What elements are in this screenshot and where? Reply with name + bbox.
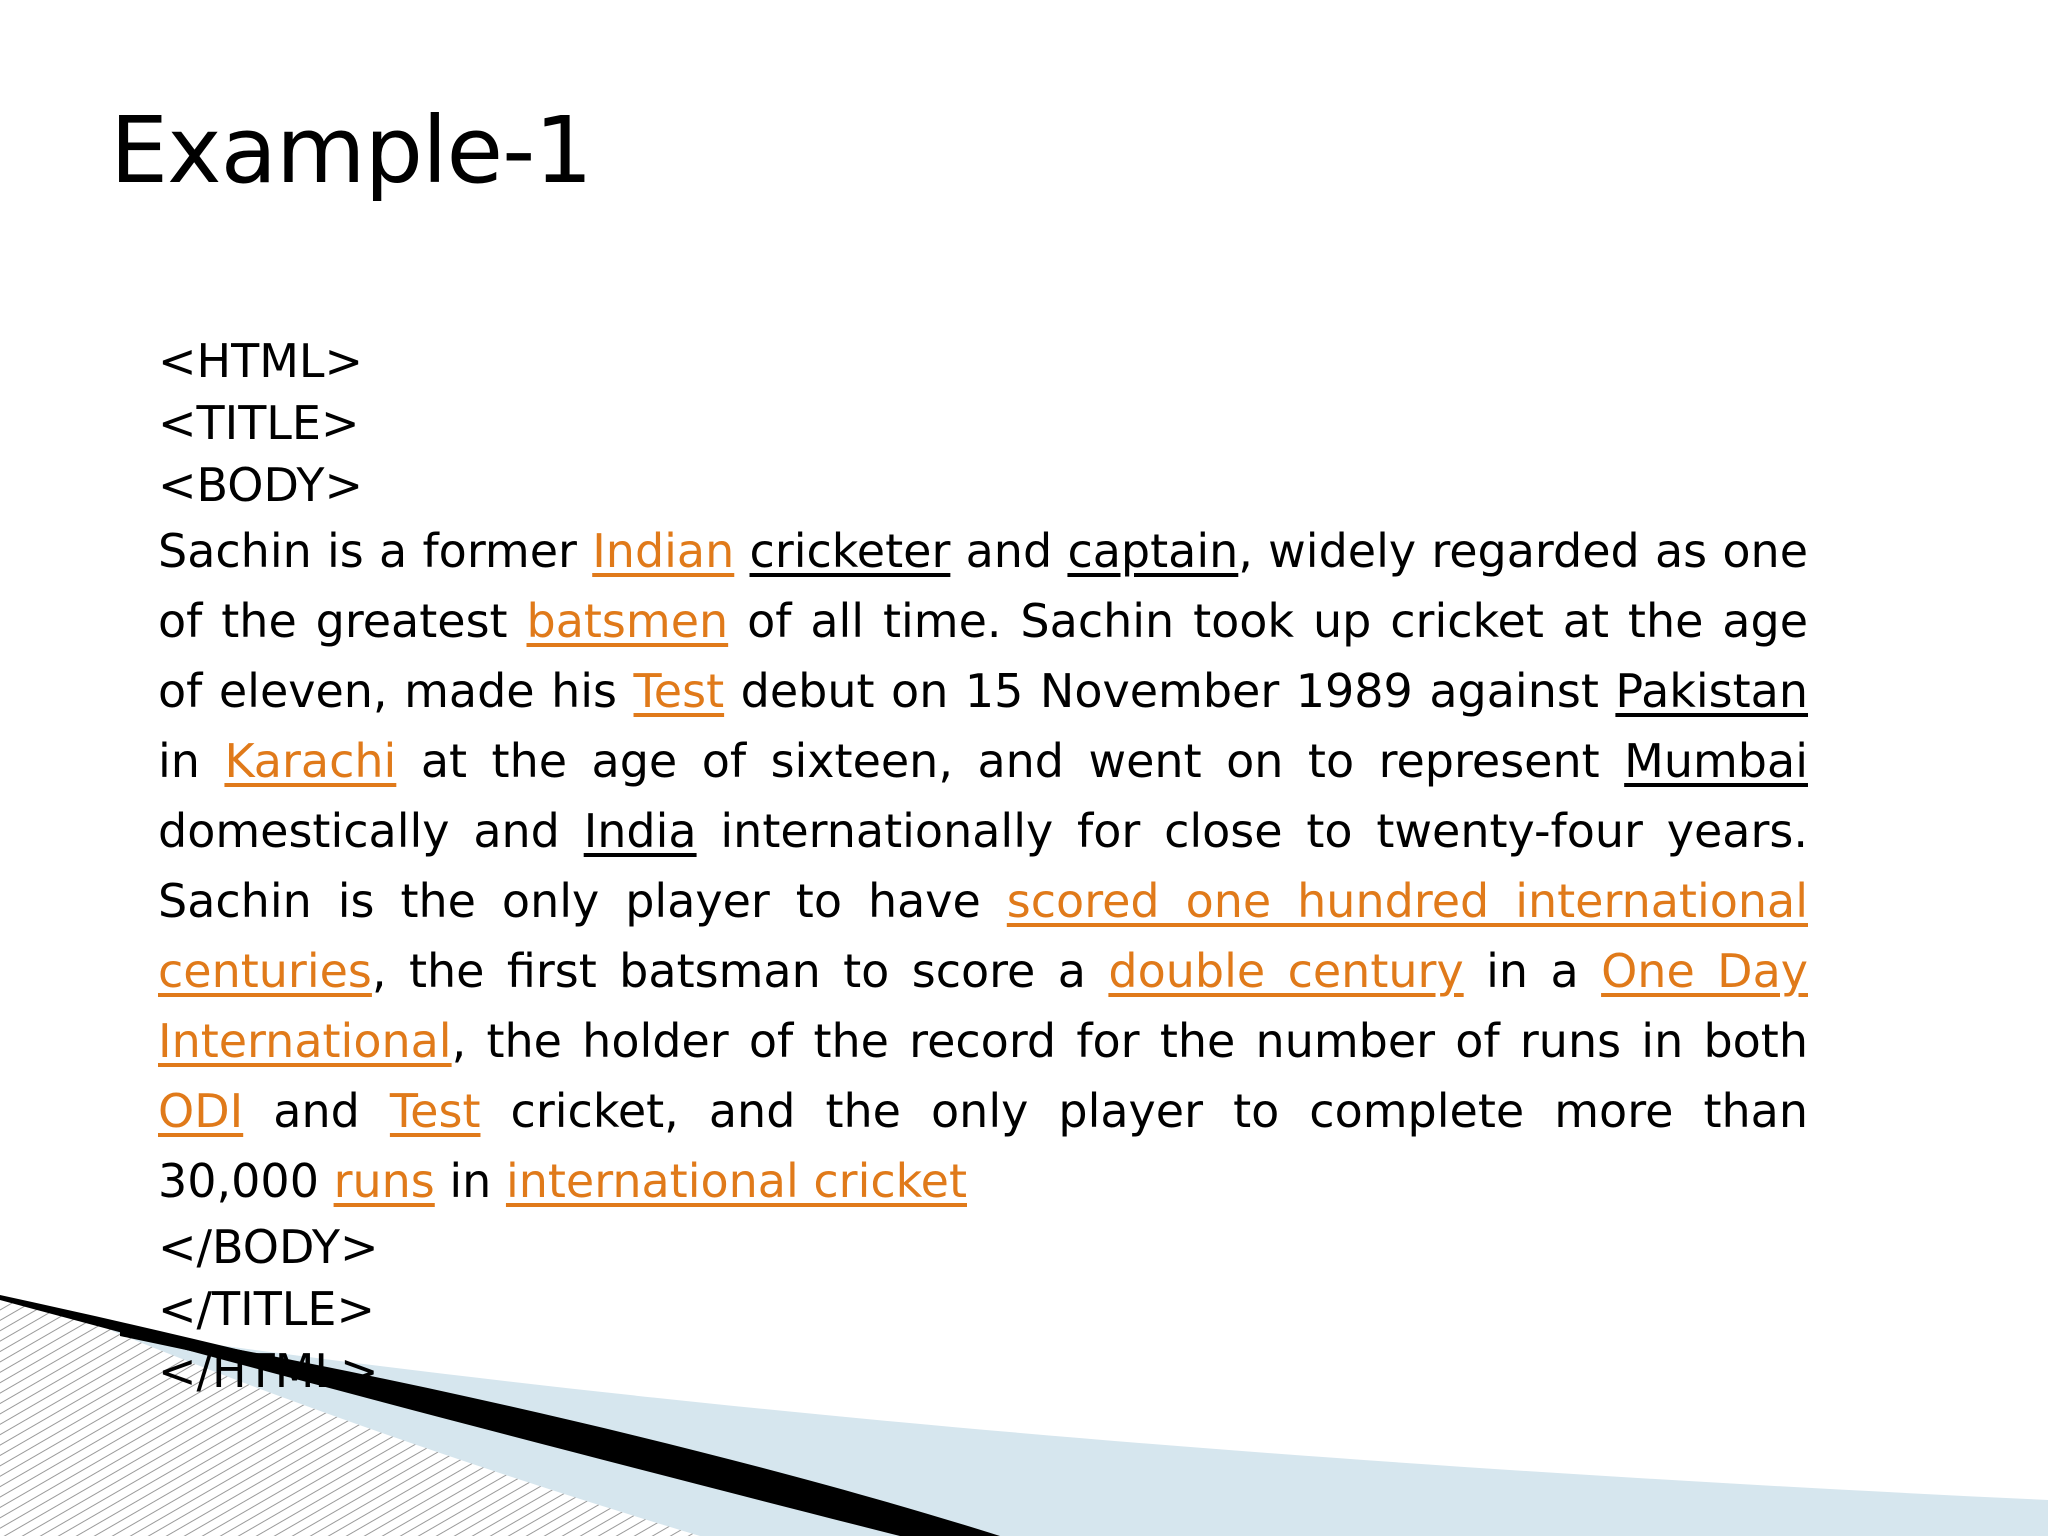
paragraph-text: at the age of sixteen, and went on to represent xyxy=(396,734,1625,788)
paragraph-text: , the first batsman to score a xyxy=(371,944,1109,998)
paragraph-text xyxy=(734,524,749,578)
paragraph-text: and xyxy=(243,1084,390,1138)
link-scored-one-hundred-international-centuries[interactable]: scored one hundred international centuries xyxy=(158,874,1808,998)
paragraph-text: in xyxy=(434,1154,506,1208)
paragraph-text: in xyxy=(158,734,225,788)
html-example-box xyxy=(158,330,1808,1402)
paragraph-text: in a xyxy=(1463,944,1602,998)
title-open-tag: <TITLE> xyxy=(158,396,360,450)
body-close-tag: </BODY> xyxy=(158,1220,379,1274)
link-runs[interactable]: runs xyxy=(333,1154,435,1208)
paragraph-text: Sachin is a former xyxy=(158,524,593,578)
link-karachi[interactable]: Karachi xyxy=(224,734,397,788)
link-indian[interactable]: Indian xyxy=(592,524,735,578)
paragraph-text: of all time. Sachin took up cricket at the age of eleven, made his xyxy=(158,594,1808,718)
link-one-day-international[interactable]: One Day International xyxy=(158,944,1808,1068)
link-batsmen[interactable]: batsmen xyxy=(526,594,729,648)
sachin-paragraph xyxy=(158,516,1808,1216)
underlined-cricketer[interactable]: cricketer xyxy=(749,524,951,578)
paragraph-text: cricket, and the only player to complete more than 30,000 xyxy=(158,1084,1808,1208)
paragraph-text: and xyxy=(950,524,1068,578)
slide-title: Example-1 xyxy=(110,97,592,204)
link-international-cricket[interactable]: international cricket xyxy=(505,1154,967,1208)
underlined-mumbai[interactable]: Mumbai xyxy=(1624,734,1808,788)
link-test[interactable]: Test xyxy=(389,1084,481,1138)
underlined-india[interactable]: India xyxy=(583,804,697,858)
link-odi[interactable]: ODI xyxy=(158,1084,244,1138)
paragraph-text: internationally for close to twenty-four years. Sachin is the only player to have xyxy=(158,804,1808,928)
html-open-tag: <HTML> xyxy=(158,334,364,388)
paragraph-text: domestically and xyxy=(158,804,584,858)
link-test[interactable]: Test xyxy=(633,664,725,718)
link-double-century[interactable]: double century xyxy=(1108,944,1464,998)
paragraph-text: , the holder of the record for the number of runs in both xyxy=(451,1014,1808,1068)
underlined-captain[interactable]: captain xyxy=(1067,524,1239,578)
underlined-pakistan[interactable]: Pakistan xyxy=(1615,664,1809,718)
title-close-tag: </TITLE> xyxy=(158,1282,376,1336)
html-close-tag: </HTML> xyxy=(158,1344,379,1398)
body-open-tag: <BODY> xyxy=(158,458,364,512)
paragraph-text: debut on 15 November 1989 against xyxy=(724,664,1616,718)
paragraph-text: , widely regarded as one of the greatest xyxy=(158,524,1808,648)
